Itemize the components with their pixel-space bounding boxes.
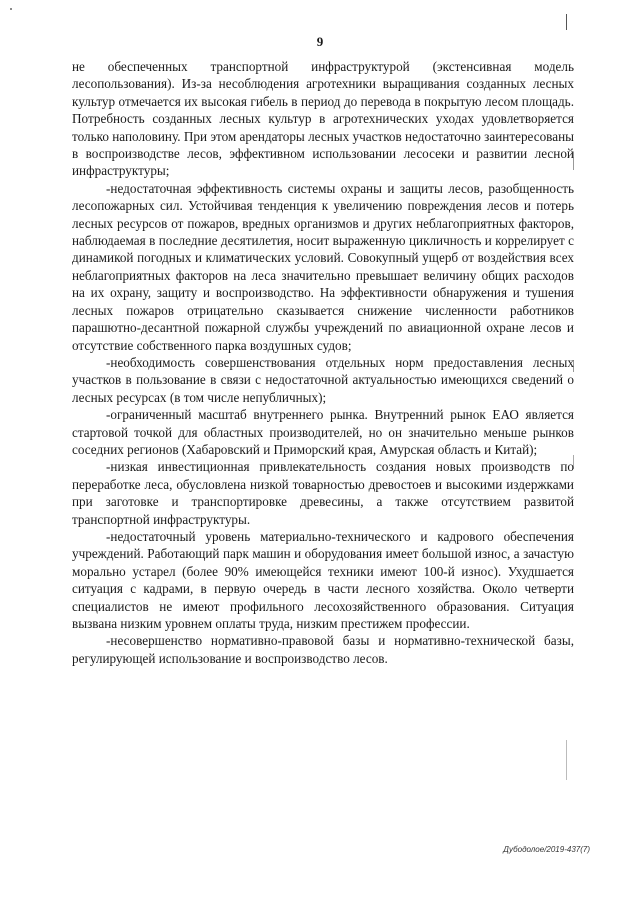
paragraph: -необходимость совершенствования отдельных норм предоставления лесных участков в пользование в связи с недостаточной актуальностью имеющихся сведений о лесных ресурсах (в том числе непубличных); [72,354,574,405]
page-number: 9 [316,34,324,49]
paragraph: -ограниченный масштаб внутреннего рынка. Внутренний рынок ЕАО является стартовой точкой для областных производителей, но он значительно меньше рынков соседних регионов (Хабаровский и Приморский края, Амурская область и Китай); [72,407,574,457]
scan-mark [566,14,567,30]
paragraph: -низкая инвестиционная привлекательность создания новых производств по переработке леса, обусловлена низкой товарностью древостоев и высокими издержками при заготовке и транспортировке древесины, а также отсутствием развитой транспортной инфраструктуры. [72,459,574,527]
paragraph: -несовершенство нормативно-правовой базы и нормативно-технической базы, регулирующей использование и воспроизводство лесов. [72,633,574,666]
paragraph: не обеспеченных транспортной инфраструктурой (экстенсивная модель лесопользования). Из-за несоблюдения агротехники выращивания созданных лесных культур отмечается их высокая гибель в период до перевода в покрытую лесом площадь. Потребность созданных лесных культур в агротехнических уходах удовлетворяется только наполовину. При этом арендаторы лесных участков недостаточно заинтересованы в воспроизводстве лесов, эффективном использовании лесосеки и развитии лесной инфраструктуры; [72,59,574,179]
scan-mark [566,740,567,780]
scan-dot [10,8,12,10]
document-footer: Дубодолое/2019-437(7) [503,845,590,854]
paragraph: -недостаточный уровень материально-технического и кадрового обеспечения учреждений. Работающий парк машин и оборудования имеет большой износ, а зачастую морально устарел (более 90% имеющейся техники имеют 100-й износ). Ухудшается ситуация с кадрами, в первую очередь в части лесного хозяйства. Около четверти специалистов не имеют профильного лесохозяйственного образования. Ситуация вызвана низким уровнем оплаты труда, низким престижем профессии. [72,528,574,631]
paragraph: -недостаточная эффективность системы охраны и защиты лесов, разобщенность лесопожарных сил. Устойчивая тенденция к увеличению повреждения лесов и потерь лесных ресурсов от пожаров, вредных организмов и других неблагоприятных факторов, наблюдаемая в последние десятилетия, носит выраженную цикличность и коррелирует с динамикой погодных и климатических условий. Совокупный ущерб от воздействия всех неблагоприятных факторов на леса значительно превышает величину общих расходов на их охрану, защиту и воспроизводство. На эффективности обнаружения и тушения лесных пожаров отрицательно сказывается снижение численности работников парашютно-десантной пожарной службы учреждений по авиационной охране лесов и отсутствие собственного парка воздушных судов; [72,180,574,353]
body-text [72,58,574,667]
